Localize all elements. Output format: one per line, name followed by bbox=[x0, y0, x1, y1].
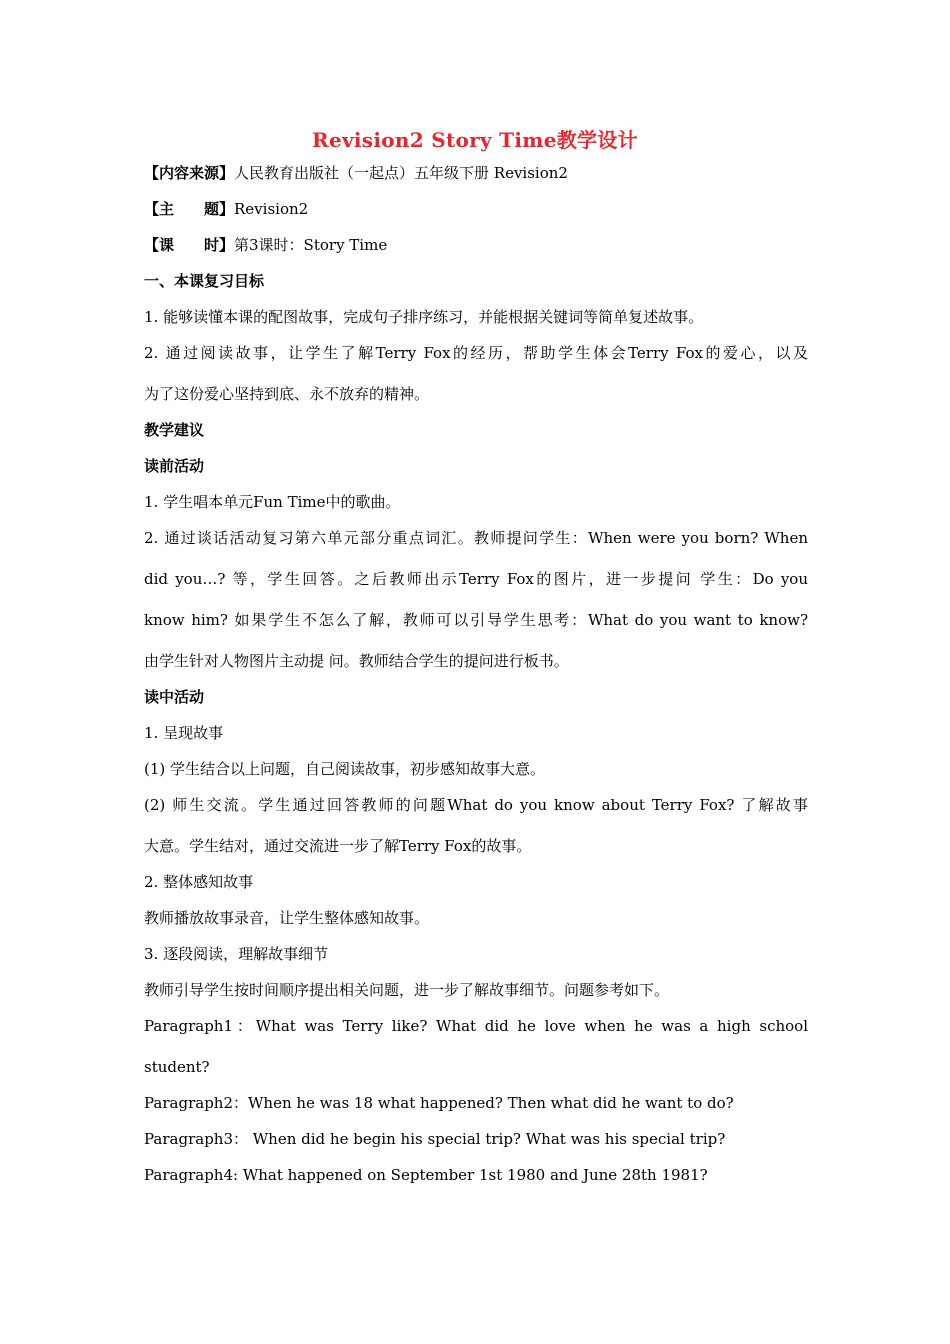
advice-heading: 教学建议 bbox=[144, 421, 205, 439]
pre-reading-heading: 读前活动 bbox=[144, 457, 205, 475]
meta-topic-value: Revision2 bbox=[234, 200, 309, 218]
while-item-1: 1. 呈现故事 bbox=[144, 724, 224, 742]
pre-item-2-line-4: 由学生针对人物图片主动提 问。教师结合学生的提问进行板书。 bbox=[144, 652, 569, 670]
while-item-3-text: 教师引导学生按时间顺序提出相关问题，进一步了解故事细节。问题参考如下。 bbox=[144, 981, 670, 999]
pre-item-2-line-2: did you…? 等，学生回答。之后教师出示Terry Fox的图片，进一步提问 学生：Do you bbox=[144, 570, 808, 588]
meta-period-label: 【课 时】 bbox=[144, 236, 235, 254]
while-item-3: 3. 逐段阅读，理解故事细节 bbox=[144, 945, 329, 963]
while-item-1-2-line-2: 大意。学生结对，通过交流进一步了解Terry Fox的故事。 bbox=[144, 837, 532, 855]
while-reading-heading: 读中活动 bbox=[144, 688, 205, 706]
goal-2-line-1: 2. 通过阅读故事，让学生了解Terry Fox的经历，帮助学生体会Terry Fox的爱心，以及 bbox=[144, 344, 808, 362]
while-item-2-text: 教师播放故事录音，让学生整体感知故事。 bbox=[144, 909, 430, 927]
paragraph-2-question: Paragraph2：When he was 18 what happened? Then what did he want to do? bbox=[144, 1094, 734, 1112]
paragraph-4-question: Paragraph4: What happened on September 1st 1980 and June 28th 1981? bbox=[144, 1166, 708, 1184]
paragraph-1-question-line-1: Paragraph1：What was Terry like? What did he love when he was a high school bbox=[144, 1017, 808, 1035]
while-item-1-1: (1) 学生结合以上问题，自己阅读故事，初步感知故事大意。 bbox=[144, 760, 546, 778]
paragraph-3-question: Paragraph3： When did he begin his special trip? What was his special trip? bbox=[144, 1130, 726, 1148]
meta-period bbox=[144, 235, 808, 255]
pre-item-1: 1. 学生唱本单元Fun Time中的歌曲。 bbox=[144, 493, 401, 511]
while-item-2: 2. 整体感知故事 bbox=[144, 873, 254, 891]
pre-item-2-line-3: know him? 如果学生不怎么了解，教师可以引导学生思考：What do you want to know? bbox=[144, 611, 808, 629]
meta-source-label: 【内容来源】 bbox=[144, 164, 235, 182]
meta-source-value: 人民教育出版社（一起点）五年级下册 Revision2 bbox=[234, 164, 568, 182]
meta-period-value: 第3课时：Story Time bbox=[234, 236, 388, 254]
meta-source bbox=[144, 163, 808, 183]
meta-topic bbox=[144, 199, 808, 219]
pre-item-2-line-1: 2. 通过谈话活动复习第六单元部分重点词汇。教师提问学生：When were you born? When bbox=[144, 529, 808, 547]
document-title: Revision2 Story Time教学设计 bbox=[312, 128, 638, 152]
goals-heading: 一、本课复习目标 bbox=[144, 272, 265, 290]
meta-topic-label: 【主 题】 bbox=[144, 200, 235, 218]
while-item-1-2-line-1: (2) 师生交流。学生通过回答教师的问题What do you know about Terry Fox? 了解故事 bbox=[144, 796, 808, 814]
goal-2-line-2: 为了这份爱心坚持到底、永不放弃的精神。 bbox=[144, 385, 430, 403]
paragraph-1-question-line-2: student? bbox=[144, 1058, 210, 1076]
goal-1: 1. 能够读懂本课的配图故事，完成句子排序练习，并能根据关键词等简单复述故事。 bbox=[144, 308, 704, 326]
